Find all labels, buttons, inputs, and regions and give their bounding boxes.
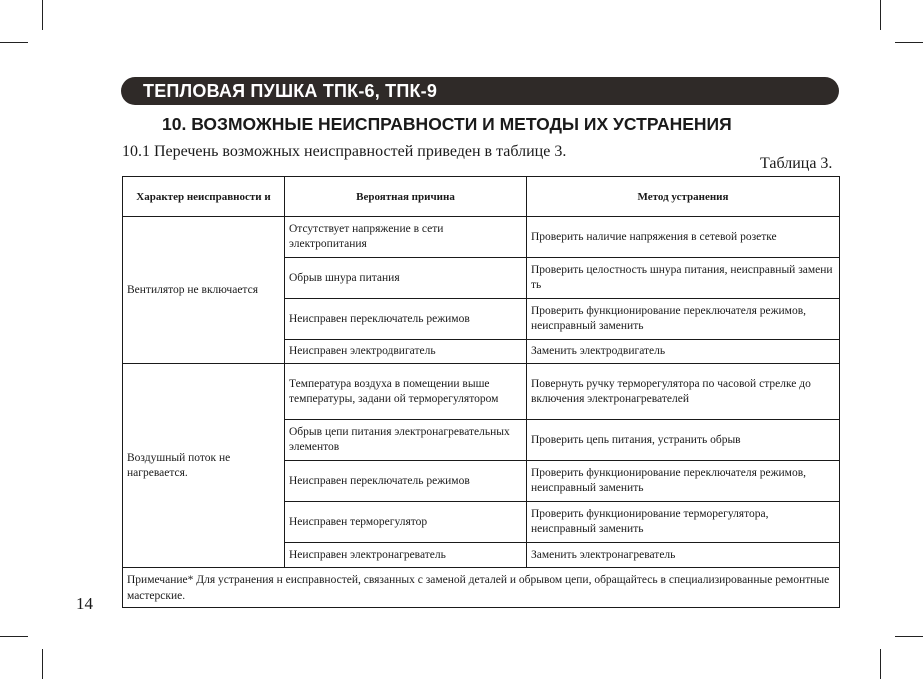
faults-table	[122, 176, 840, 608]
method-cell: Заменить электронагреватель	[527, 543, 840, 568]
cause-cell: Обрыв цепи питания электронагревательных элементов	[285, 420, 527, 461]
table-header-row	[123, 177, 840, 217]
table-row	[123, 364, 840, 420]
section-title: 10. ВОЗМОЖНЫЕ НЕИСПРАВНОСТИ И МЕТОДЫ ИХ УСТРАНЕНИЯ	[162, 114, 732, 134]
crop-mark	[0, 636, 28, 637]
table-note-row	[123, 568, 840, 608]
cause-cell: Неисправен электронагреватель	[285, 543, 527, 568]
cause-cell: Неисправен электродвигатель	[285, 340, 527, 364]
method-cell: Проверить цепь питания, устранить обрыв	[527, 420, 840, 461]
column-header-cause: Вероятная причина	[285, 177, 527, 217]
page-number: 14	[76, 594, 93, 613]
method-cell: Проверить функционирование терморегулятора, неисправный заменить	[527, 502, 840, 543]
crop-mark	[895, 636, 923, 637]
column-header-method: Метод устранения	[527, 177, 840, 217]
intro-text: 10.1 Перечень возможных неисправностей приведен в таблице 3.	[122, 143, 567, 160]
method-cell: Проверить целостность шнура питания, неисправный замени ть	[527, 258, 840, 299]
product-banner: ТЕПЛОВАЯ ПУШКА ТПК-6, ТПК-9	[121, 77, 839, 105]
crop-mark	[880, 649, 881, 679]
cause-cell: Отсутствует напряжение в сети электропитания	[285, 217, 527, 258]
method-cell: Проверить наличие напряжения в сетевой розетке	[527, 217, 840, 258]
cause-cell: Обрыв шнура питания	[285, 258, 527, 299]
method-cell: Заменить электродвигатель	[527, 340, 840, 364]
column-header-fault: Характер неисправности и	[123, 177, 285, 217]
table-row	[123, 217, 840, 258]
crop-mark	[42, 0, 43, 30]
table-note: Примечание* Для устранения н еисправностей, связанных с заменой деталей и обрывом цепи, обращайтесь в специализированные ремонтные мастерские.	[123, 568, 840, 608]
method-cell: Повернуть ручку терморегулятора по часовой стрелке до включения электронагревателей	[527, 364, 840, 420]
crop-mark	[880, 0, 881, 30]
cause-cell: Температура воздуха в помещении выше температуры, задани ой терморегулятором	[285, 364, 527, 420]
cause-cell: Неисправен переключатель режимов	[285, 461, 527, 502]
crop-mark	[895, 42, 923, 43]
crop-mark	[0, 42, 28, 43]
cause-cell: Неисправен переключатель режимов	[285, 299, 527, 340]
cause-cell: Неисправен терморегулятор	[285, 502, 527, 543]
fault-cell: Воздушный поток не нагревается.	[123, 364, 285, 568]
fault-cell: Вентилятор не включается	[123, 217, 285, 364]
method-cell: Проверить функционирование переключателя режимов, неисправный заменить	[527, 299, 840, 340]
method-cell: Проверить функционирование переключателя режимов, неисправный заменить	[527, 461, 840, 502]
crop-mark	[42, 649, 43, 679]
table-caption: Таблица 3.	[760, 155, 833, 172]
